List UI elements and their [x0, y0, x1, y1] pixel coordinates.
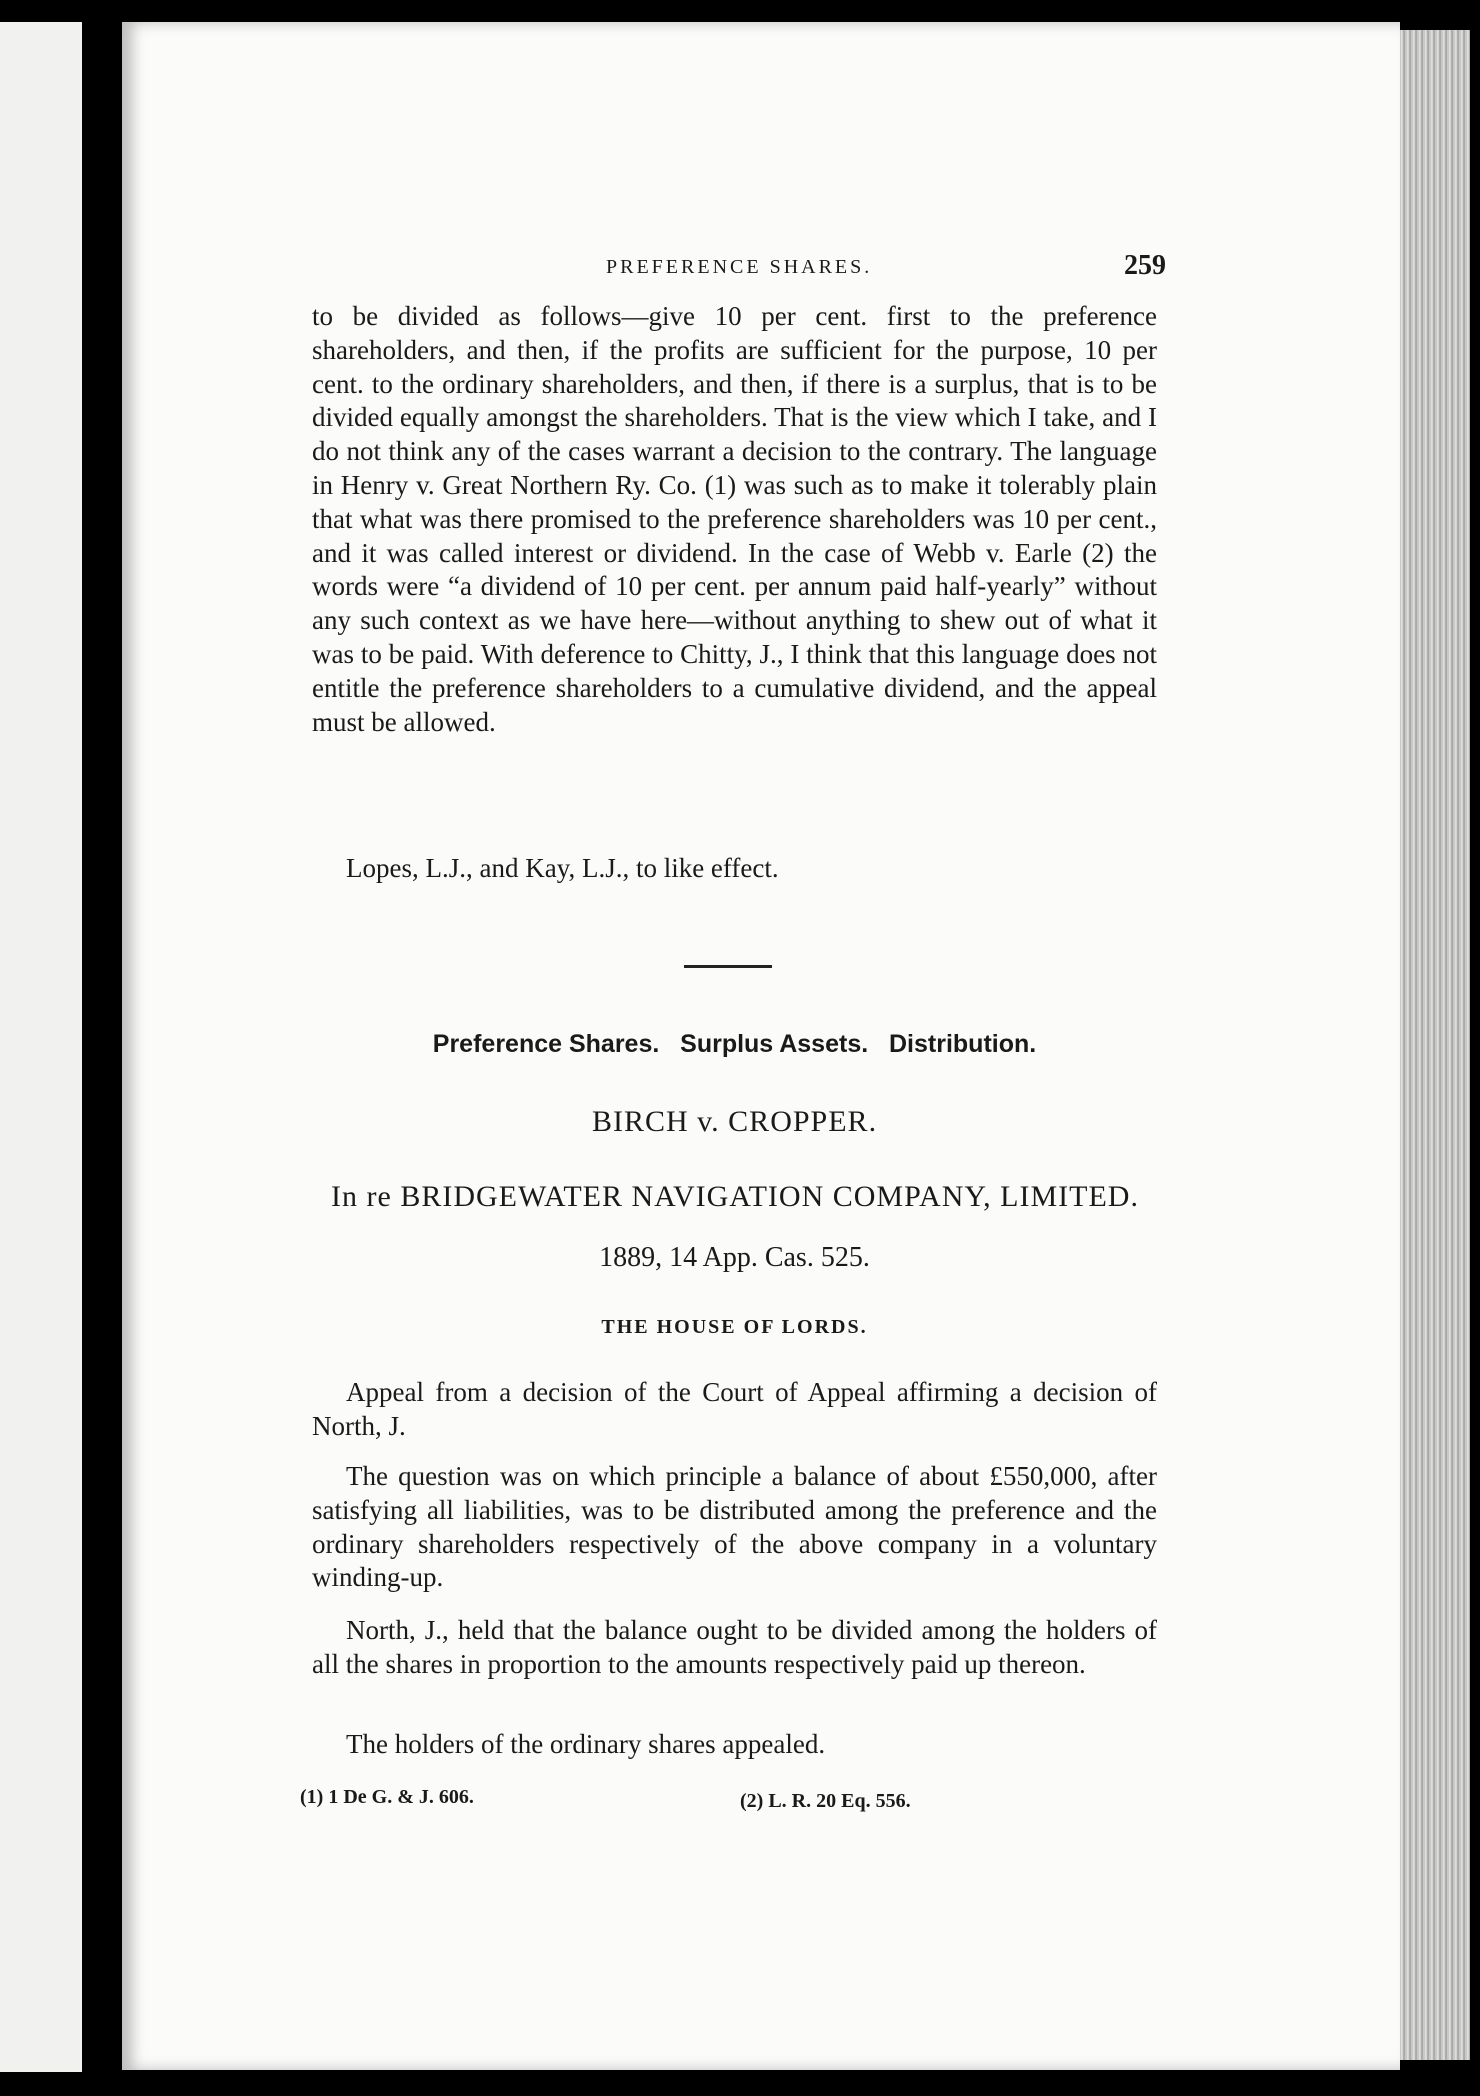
summary-paragraph-2: The question was on which principle a balance of about £550,000, after satisfying all liabilities, was to be distributed among the preference and the ordinary shareholders respectively of the above company in a voluntary winding-up. [312, 1461, 1157, 1593]
page-number: 259 [1124, 250, 1166, 281]
footnote-1: (1) 1 De G. & J. 606. [300, 1786, 474, 1808]
footnotes [300, 1786, 1060, 1816]
running-header [606, 250, 1166, 296]
page-stack-edge [1400, 30, 1470, 2060]
section-divider [684, 965, 772, 968]
summary-paragraph-1: Appeal from a decision of the Court of Appeal affirming a decision of North, J. [312, 1377, 1157, 1441]
opinion-paragraph: to be divided as follows—give 10 per cent. first to the preference shareholders, and then, if the profits are sufficient for the purpose, 10 per cent. to the ordinary shareholders, and then, if there is a surplus, that is to be divided equally amongst the shareholders. That is the view which I take, and I do not think any of the cases warrant a decision to the contrary. The language in Henry v. Great Northern Ry. Co. (1) was such as to make it tolerably plain that what was there promised to the preference shareholders was 10 per cent., and it was called interest or dividend. In the case of Webb v. Earle (2) the words were “a dividend of 10 per cent. per annum paid half-yearly” without any such context as we have here—without anything to shew out of what it was to be paid. With deference to Chitty, J., I think that this language does not entitle the preference shareholders to a cumulative dividend, and the appeal must be allowed. [312, 301, 1157, 737]
case-citation: 1889, 14 App. Cas. 525. [599, 1242, 870, 1273]
summary-paragraph-3: North, J., held that the balance ought to be divided among the holders of all the shares in proportion to the amounts respectively paid up thereon. [312, 1615, 1157, 1679]
case-title: BIRCH v. CROPPER. [591, 1105, 878, 1138]
footnote-2: (2) L. R. 20 Eq. 556. [740, 1790, 911, 1812]
running-title: PREFERENCE SHARES. [606, 256, 873, 278]
left-page-edge [0, 22, 82, 2072]
summary-paragraph-4: The holders of the ordinary shares appealed. [346, 1729, 826, 1759]
concurrence-line: Lopes, L.J., and Kay, L.J., to like effect. [346, 853, 779, 883]
case-subtitle: In re BRIDGEWATER NAVIGATION COMPANY, LIMITED. [331, 1180, 1139, 1213]
headnote-keywords: Preference Shares. Surplus Assets. Distribution. [432, 1030, 1037, 1058]
court-name: THE HOUSE OF LORDS. [601, 1316, 868, 1338]
